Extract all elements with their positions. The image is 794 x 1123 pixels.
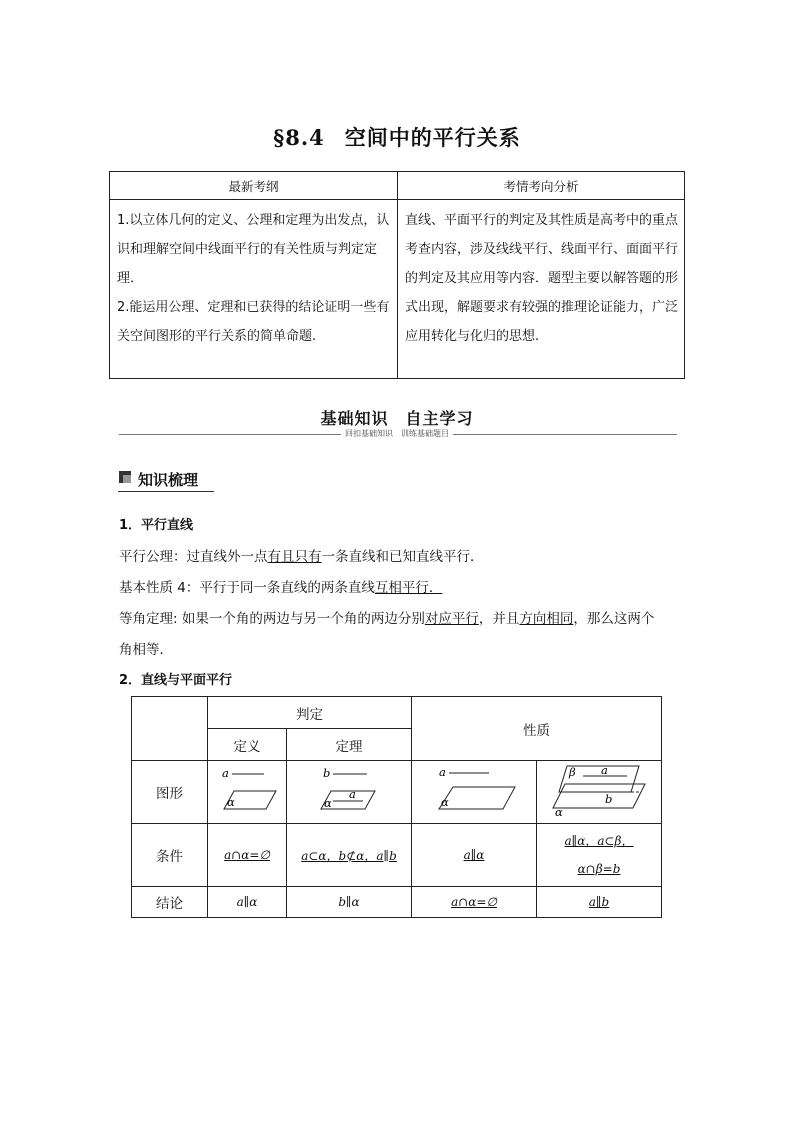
- property-4: [119, 578, 442, 598]
- header-judge: 判定: [208, 697, 412, 729]
- parallel-axiom: [119, 547, 484, 567]
- knowledge-heading: 知识梳理: [138, 471, 199, 489]
- intersecting-planes-figure: [549, 762, 649, 818]
- condition-definition: a∩α=∅: [208, 824, 287, 887]
- line-parallel-line-in-plane-figure: [309, 765, 389, 815]
- angle-underlined-2: 方向相同: [519, 611, 574, 627]
- fig-label-b: b: [605, 792, 613, 806]
- condition-theorem: a⊂α，b⊄α，a∥b: [287, 824, 412, 887]
- section-banner-subtitle: [0, 428, 794, 439]
- conclusion-definition: a∥α: [208, 887, 287, 918]
- figure-property-2: [537, 761, 662, 824]
- condition-property-1: a∥α: [412, 824, 537, 887]
- row-conclusion-label: 结论: [132, 887, 208, 918]
- outline-col1-text2: 2.能运用公理、定理和已获得的结论证明一些有关空间图形的平行关系的简单命题.: [117, 300, 390, 344]
- section-number: §8.4: [273, 125, 325, 150]
- fig-label-a: a: [601, 763, 608, 777]
- row-figure-label: 图形: [132, 761, 208, 824]
- axiom-post: 一条直线和已知直线平行．: [321, 549, 484, 565]
- fig-label-a: a: [222, 766, 229, 780]
- axiom-pre: 平行公理：过直线外一点: [119, 549, 268, 565]
- banner-subtitle-text: 回扣基础知识 训练基础题目: [341, 429, 453, 438]
- line-outside-plane-figure: [212, 765, 282, 815]
- fig-label-alpha: α: [555, 805, 563, 818]
- figure-theorem: [287, 761, 412, 824]
- outline-col2-text: 直线、平面平行的判定及其性质是高考中的重点考查内容，涉及线线平行、线面平行、面面平行的判定及其应用等内容．题型主要以解答题的形式出现，解题要求有较强的推理论证能力，广泛应用转化与化归的思想.: [405, 213, 679, 344]
- fig-label-alpha: α: [324, 796, 332, 810]
- outline-col2-header: 考情考向分析: [398, 172, 685, 200]
- outline-table: [109, 171, 685, 379]
- header-theorem: 定理: [287, 729, 412, 761]
- outline-col1-cell: [110, 200, 398, 379]
- outline-col1-header: 最新考纲: [110, 172, 398, 200]
- conclusion-theorem: b∥α: [287, 887, 412, 918]
- line-parallel-plane-figure: [419, 765, 529, 815]
- item2-title: 2．直线与平面平行: [119, 673, 233, 688]
- title-text: 空间中的平行关系: [344, 126, 521, 150]
- outline-col1-text1: 1.以立体几何的定义、公理和定理为出发点，认识和理解空间中线面平行的有关性质与判定定理．: [117, 213, 390, 286]
- equal-angle-theorem-cont: 角相等．: [119, 642, 173, 658]
- angle-underlined-1: 对应平行: [424, 611, 479, 627]
- row-condition-label: 条件: [132, 824, 208, 887]
- prop4-pre: 基本性质 4：平行于同一条直线的两条直线: [119, 580, 375, 596]
- section-banner-title: 基础知识 自主学习: [320, 409, 474, 428]
- header-property: 性质: [412, 697, 662, 761]
- condition-property-2: [537, 824, 662, 887]
- angle-post: ，那么这两个: [573, 611, 655, 627]
- fig-label-beta: β: [569, 765, 576, 779]
- fig-label-a: a: [439, 765, 446, 779]
- condition-property-2-line2: α∩β=b: [577, 862, 621, 876]
- outline-col2-cell: [398, 200, 685, 379]
- figure-definition: [208, 761, 287, 824]
- angle-mid: ，并且: [478, 611, 520, 627]
- fig-label-b: b: [323, 766, 331, 780]
- conclusion-property-1: a∩α=∅: [412, 887, 537, 918]
- angle-pre: 等角定理: 如果一个角的两边与另一个角的两边分别: [119, 611, 425, 627]
- fig-label-alpha: α: [227, 795, 235, 809]
- table-corner: [132, 697, 208, 761]
- knowledge-heading-underline: [118, 491, 214, 492]
- item1-title: 1．平行直线: [119, 518, 194, 533]
- heading-square-inner-icon: [123, 475, 131, 483]
- header-definition: 定义: [208, 729, 287, 761]
- conclusion-property-2: a∥b: [537, 887, 662, 918]
- line-plane-table: [131, 696, 662, 918]
- fig-label-a: a: [349, 787, 356, 801]
- axiom-underlined: 有且只有: [267, 549, 322, 565]
- page-title: [0, 122, 794, 152]
- prop4-underlined: 互相平行．: [374, 580, 443, 596]
- equal-angle-theorem: [119, 609, 654, 629]
- fig-label-alpha: α: [441, 795, 449, 809]
- figure-property-1: [412, 761, 537, 824]
- condition-property-2-line1: a∥α，a⊂β，: [564, 834, 634, 848]
